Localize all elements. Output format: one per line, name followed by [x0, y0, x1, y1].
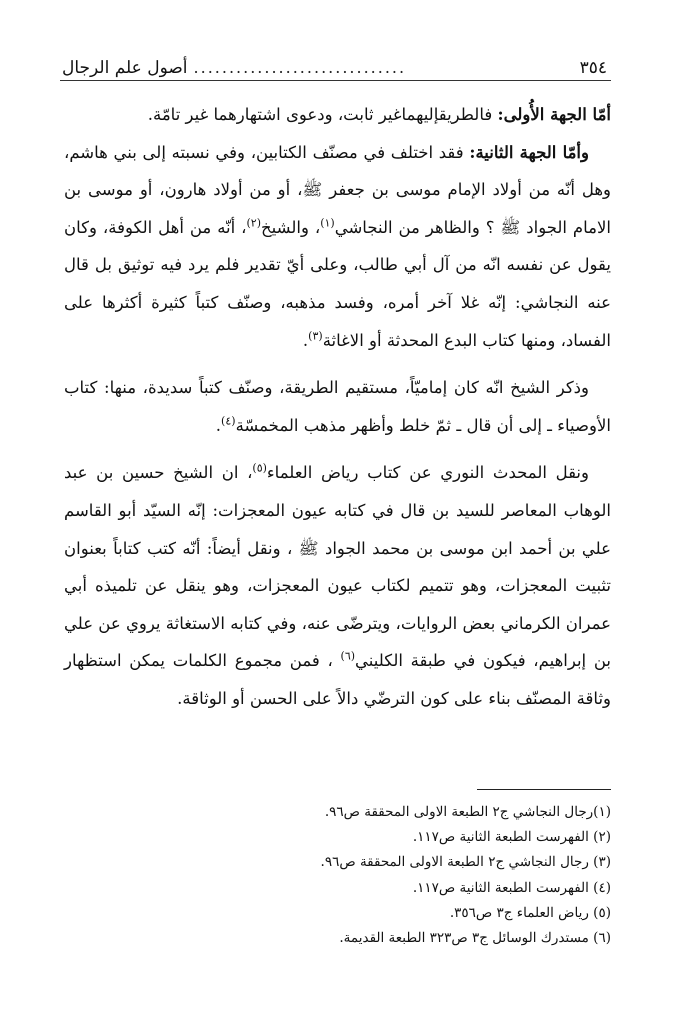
- footnote-ref-1[interactable]: (١): [320, 216, 335, 230]
- paragraph-text: ، فمن مجموع الكلمات يمكن استظهار وثاقة المصنّف بناء على كون الترضّي دالاً على الحسن أو الوثاقة.: [64, 651, 611, 708]
- paragraph-text: .: [215, 415, 222, 435]
- main-text: [64, 96, 611, 718]
- page-number: ٣٥٤: [579, 58, 607, 78]
- paragraph-first-aspect: [64, 96, 611, 134]
- footnote-2: (٢) الفهرست الطبعة الثانية ص١١٧.: [412, 829, 611, 846]
- footnote-ref-5[interactable]: (٥): [252, 461, 267, 475]
- paragraph-text: فالطريقإليهماغير ثابت، ودعوى اشتهارهما غير تامّة.: [147, 105, 498, 124]
- footnote-3: (٣) رجال النجاشي ج٢ الطبعة الاولى المحققة ص٩٦.: [320, 854, 611, 871]
- paragraph-nouri: [64, 454, 611, 717]
- paragraph-text: وذكر الشيخ انّه كان إماميّاً، مستقيم الطريقة، وصنّف كتباً سديدة، منها: كتاب الأوصياء ـ إلى أن قال ـ ثمّ خلط وأظهر مذهب المخمسّة: [64, 378, 611, 435]
- running-header: [62, 50, 607, 80]
- book-title: أصول علم الرجال: [62, 58, 188, 78]
- header-dot-leader: ..............................: [193, 58, 407, 77]
- paragraph-text: .: [302, 330, 309, 350]
- footnote-ref-3[interactable]: (٣): [308, 329, 323, 343]
- footnotes: [64, 800, 611, 951]
- paragraph-text: فقد اختلف في مصنّف الكتابين، وفي نسبته إلى بني هاشم، وهل أنّه من أولاد الإمام موسى بن جعفر ﷺ، أو من أولاد هارون، أو موسى بن الامام الجواد ﷺ ؟ والظاهر من النجاشي: [64, 142, 612, 237]
- footnote-1: (١)رجال النجاشي ج٢ الطبعة الاولى المحققة ص٩٦.: [324, 804, 611, 820]
- footnote-ref-6[interactable]: (٦): [340, 649, 356, 663]
- header-rule: [60, 80, 611, 81]
- paragraph-text: ، والشيخ: [261, 217, 321, 237]
- paragraph-text: ، أنّه من أهل الكوفة، وكان يقول عن نفسه انّه من آل أبي طالب، وعلى أيّ تقدير فلم يرد فيه توثيق بل قال عنه النجاشي: إنّه غلا آخر أمره، وفسد مذهبه، وصنّف كتباً كثيرة أكثرها على الفساد، ومنها كتاب البدع المحدثة أو الاغاثة: [64, 217, 611, 350]
- paragraph-text: ونقل المحدث النوري عن كتاب رياض العلماء: [266, 463, 589, 483]
- paragraph-text: ، ان الشيخ حسين بن عبد الوهاب المعاصر للسيد بن قال في كتابه عيون المعجزات: إنّه السيّد أبو القاسم علي بن أحمد ابن موسى بن محمد الجواد ﷺ ، ونقل أيضاً: أنّه كتب كتاباً بعنوان تثبيت المعجزات، وهو تتميم لكتاب عيون المعجزات، وهو ينقل عن تلميذه أبي عمران الكرماني بعض الروايات، ويترضّى عنه، وفي كتابه الاستغاثة يروي عن علي بن إبراهيم، فيكون في طبقة الكليني: [63, 463, 611, 671]
- footnote-4: (٤) الفهرست الطبعة الثانية ص١١٧.: [412, 879, 611, 896]
- paragraph-second-aspect: [64, 134, 611, 360]
- footnote-6: (٦) مستدرك الوسائل ج٣ ص٣٢٣ الطبعة القديمة.: [339, 930, 611, 947]
- footnote-5: (٥) رياض العلماء ج٣ ص٣٥٦.: [449, 904, 611, 921]
- footnote-ref-4[interactable]: (٤): [221, 414, 236, 428]
- first-aspect-heading: أمّا الجهة الأُولى:: [497, 105, 611, 124]
- footnote-separator: [477, 789, 611, 790]
- footnote-ref-2[interactable]: (٢): [246, 216, 261, 230]
- second-aspect-heading: وأمّا الجهة الثانية:: [469, 142, 589, 162]
- paragraph-sheikh: [64, 369, 611, 444]
